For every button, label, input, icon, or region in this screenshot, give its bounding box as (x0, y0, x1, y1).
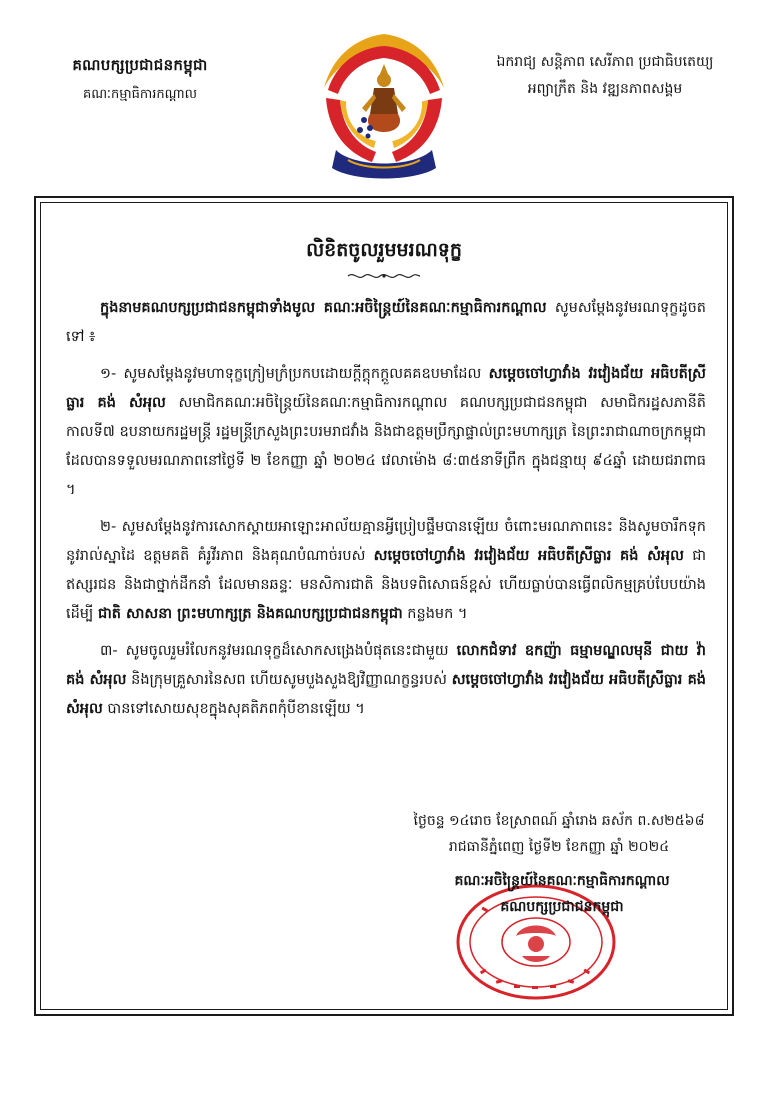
intro-paragraph (66, 294, 706, 352)
signature-line-2: គណបក្សប្រជាជនកម្ពុជា (500, 899, 624, 915)
intro-rest: សូមសម្តែងនូវមរណទុក្ខដូចតទៅ ៖ (66, 300, 706, 345)
p1-name-bold: សម្តេចចៅហ្វាវាំង វរវៀងជ័យ អធិបតីស្រីធ្លារ គង់ សំអុល (66, 366, 706, 411)
p2-name-bold: សម្តេចចៅហ្វាវាំង វរវៀងជ័យ អធិបតីស្រីធ្លារ គង់ សំអុល (373, 548, 684, 564)
header-motto-block (470, 52, 740, 100)
p2-text-a: ២- សូមសម្តែងនូវការសោកស្តាយអាឡោះអាល័យគ្មានអ្វីប្រៀបផ្ទឹមបានឡើយ ចំពោះមរណភាពនេះ និងសូមចារឹកទុកនូវរាល់ស្នាដៃ ឧត្តមគតិ គំរូវីរភាព និងគុណបំណាច់របស់ (66, 519, 706, 564)
party-name: គណបក្សប្រជាជនកម្ពុជា (72, 56, 208, 74)
p1-text-a: ១- សូមសម្តែងនូវមហាទុក្ខក្រៀមក្រំប្រកបដោយក្តីក្តុកក្តួលគគឧបមាដែល (100, 366, 489, 382)
p3-name-bold: សម្តេចចៅហ្វាវាំង វរវៀងជ័យ អធិបតីស្រីធ្លារ គង់ សំអុល (66, 672, 706, 717)
paragraph-2 (66, 513, 706, 629)
lunar-date: ថ្ងៃចន្ទ ១៤រោច ខែស្រាពណ៍ ឆ្នាំរោង ឆស័ក ព.ស២៥៦៨ (413, 813, 705, 829)
paragraph-3 (66, 637, 706, 724)
motto-line-2: អព្យាក្រឹត និង វឌ្ឍនភាពសង្គម (527, 81, 683, 97)
header-party-block (40, 56, 240, 105)
p2-text-e: កន្លងមក ។ (402, 606, 468, 622)
solar-date: រាជធានីភ្នំពេញ ថ្ងៃទី២ ខែកញ្ញា ឆ្នាំ ២០២៤ (448, 839, 670, 855)
letter-body (66, 294, 706, 732)
p3-widow-bold: លោកជំទាវ ឧកញ៉ា ធម្មាមណ្ឌលមុនី ជាយ វ៉ា គង់ សំអុល (66, 643, 707, 688)
p2-nation-bold: ជាតិ សាសនា ព្រះមហាក្សត្រ និងគណបក្សប្រជាជនកម្ពុជា (97, 606, 403, 622)
p3-text-c: និងក្រុមគ្រួសារនៃសព ហើយសូមបួងសួងឱ្យវិញ្ញាណក្ខន្ធរបស់ (126, 672, 452, 688)
p1-text-c: សមាជិកគណៈអចិន្ត្រៃយ៍នៃគណៈកម្មាធិការកណ្តាល គណបក្សប្រជាជនកម្ពុជា សមាជិករដ្ឋសភានីតិកាលទី៧ ឧបនាយករដ្ឋមន្ត្រី រដ្ឋមន្ត្រីក្រសួងព្រះបរមរាជវាំង និងជាឧត្តមប្រឹក្សាផ្ទាល់ព្រះមហាក្សត្រ នៃព្រះរាជាណាចក្រកម្ពុជា ដែលបានទទួលមរណភាពនៅថ្ងៃទី ២ ខែកញ្ញា ឆ្នាំ ២០២៤ វេលាម៉ោង ៨:៣៥នាទីព្រឹក ក្នុងជន្មាយុ ៩៤ឆ្នាំ ដោយជរាពាធ ។ (66, 395, 706, 498)
paragraph-1 (66, 360, 706, 505)
motto-line-1: ឯករាជ្យ សន្តិភាព សេរីភាព ប្រជាធិបតេយ្យ (496, 54, 714, 70)
document-title: លិខិតចូលរួមមរណទុក្ខ (306, 239, 462, 261)
signature-block (392, 868, 732, 920)
intro-bold: ក្នុងនាមគណបក្សប្រជាជនកម្ពុជាទាំងមូល គណៈអចិន្ត្រៃយ៍នៃគណៈកម្មាធិការកណ្តាល (100, 300, 547, 316)
party-logo (314, 28, 454, 184)
committee-name: គណៈកម្មាធិការកណ្ដាល (82, 87, 198, 102)
date-block (394, 808, 724, 860)
title-ornament (346, 270, 422, 282)
signature-line-1: គណៈអចិន្ត្រៃយ៍នៃគណៈកម្មាធិការកណ្តាល (454, 873, 670, 889)
p3-text-a: ៣- សូមចូលរួមរំលែកនូវមរណទុក្ខដ៏សោកសង្រេងបំផុតនេះជាមួយ (100, 643, 457, 659)
p3-text-e: បានទៅសោយសុខក្នុងសុគតិភពកុំបីខានឡើយ ។ (102, 701, 365, 717)
p2-text-c: ជាឥស្សរជន និងជាថ្នាក់ដឹកនាំ ដែលមានឆន្ទៈ មនសិការជាតិ និងបទពិសោធន៍ខ្ពស់ ហើយធ្លាប់បានធ្វើពលិកម្មគ្រប់បែបយ៉ាងដើម្បី (66, 548, 706, 622)
